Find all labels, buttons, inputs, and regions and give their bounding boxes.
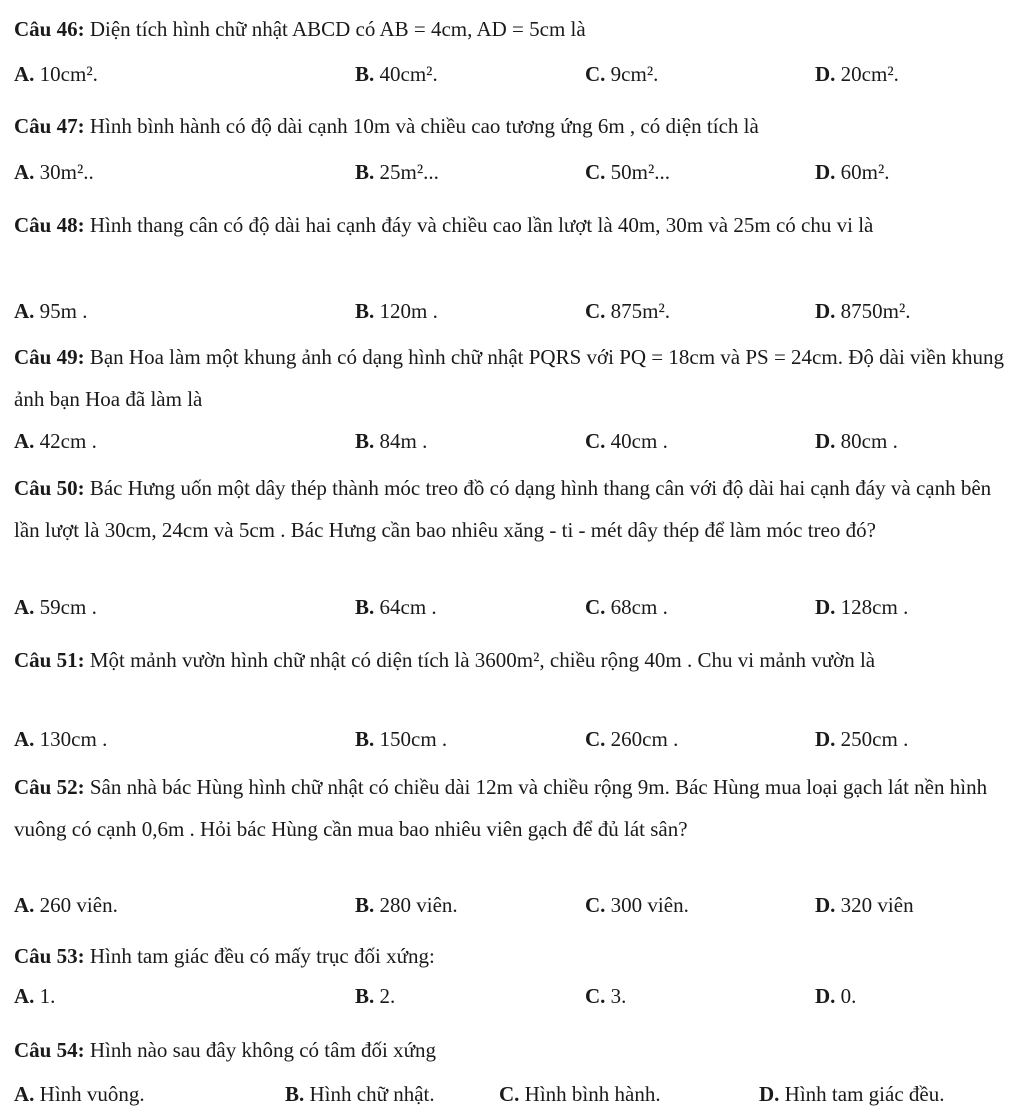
question-label: Câu 47: [14, 114, 85, 138]
option-letter: C. [585, 62, 606, 86]
option-text: 130cm . [34, 727, 108, 751]
question-label: Câu 46: [14, 17, 85, 41]
option-text: Hình vuông. [34, 1082, 145, 1106]
answer-options-50 [14, 595, 1010, 627]
option-text: 280 viên. [374, 893, 458, 917]
option-text: 68cm . [605, 595, 668, 619]
option-text: 64cm . [374, 595, 437, 619]
option-letter: C. [499, 1082, 520, 1106]
option-d[interactable] [759, 1082, 944, 1107]
option-c[interactable] [585, 727, 678, 752]
option-b[interactable] [355, 984, 395, 1009]
option-text: 2. [374, 984, 396, 1008]
option-d[interactable] [815, 160, 890, 185]
option-a[interactable] [14, 1082, 145, 1107]
answer-options-54 [14, 1082, 1010, 1114]
option-text: Hình tam giác đều. [779, 1082, 945, 1106]
option-letter: A. [14, 429, 35, 453]
question-label: Câu 54: [14, 1038, 85, 1062]
answer-options-46 [14, 62, 1010, 94]
option-c[interactable] [585, 62, 658, 87]
option-text: 250cm . [835, 727, 909, 751]
option-text: 300 viên. [605, 893, 689, 917]
option-text: 875m². [605, 299, 671, 323]
answer-options-49 [14, 429, 1010, 461]
option-letter: D. [815, 429, 836, 453]
answer-options-47 [14, 160, 1010, 192]
option-letter: B. [285, 1082, 305, 1106]
option-a[interactable] [14, 429, 97, 454]
option-letter: B. [355, 62, 375, 86]
option-text: 120m . [374, 299, 438, 323]
option-letter: D. [815, 893, 836, 917]
option-b[interactable] [285, 1082, 435, 1107]
option-d[interactable] [815, 727, 908, 752]
question-text: Diện tích hình chữ nhật ABCD có AB = 4cm, AD = 5cm là [84, 17, 586, 41]
option-a[interactable] [14, 893, 118, 918]
option-b[interactable] [355, 429, 427, 454]
option-text: 25m²... [374, 160, 439, 184]
answer-options-52 [14, 893, 1010, 925]
option-b[interactable] [355, 62, 438, 87]
option-letter: B. [355, 299, 375, 323]
option-c[interactable] [585, 893, 689, 918]
answer-options-51 [14, 727, 1010, 759]
option-letter: D. [815, 160, 836, 184]
option-b[interactable] [355, 160, 439, 185]
answer-options-48 [14, 299, 1010, 331]
option-text: 30m².. [34, 160, 94, 184]
option-letter: D. [815, 727, 836, 751]
option-text: Hình bình hành. [519, 1082, 661, 1106]
option-text: 8750m². [835, 299, 911, 323]
option-letter: B. [355, 429, 375, 453]
question-46 [14, 8, 1010, 50]
question-text: Bạn Hoa làm một khung ảnh có dạng hình chữ nhật PQRS với PQ = 18cm và PS = 24cm. Độ dài viền khung ảnh bạn Hoa đã làm là [14, 345, 1004, 411]
question-text: Một mảnh vườn hình chữ nhật có diện tích là 3600m², chiều rộng 40m . Chu vi mảnh vườn là [84, 648, 876, 672]
option-a[interactable] [14, 595, 97, 620]
option-b[interactable] [355, 595, 437, 620]
option-letter: B. [355, 893, 375, 917]
question-text: Hình nào sau đây không có tâm đối xứng [84, 1038, 437, 1062]
option-a[interactable] [14, 984, 55, 1009]
option-letter: B. [355, 160, 375, 184]
question-text: Hình thang cân có độ dài hai cạnh đáy và chiều cao lần lượt là 40m, 30m và 25m có chu vi là [84, 213, 874, 237]
question-text: Sân nhà bác Hùng hình chữ nhật có chiều dài 12m và chiều rộng 9m. Bác Hùng mua loại gạch lát nền hình vuông có cạnh 0,6m . Hỏi bác Hùng cần mua bao nhiêu viên gạch để đủ lát sân? [14, 775, 988, 841]
option-text: 320 viên [835, 893, 914, 917]
option-letter: C. [585, 299, 606, 323]
question-label: Câu 48: [14, 213, 85, 237]
option-letter: A. [14, 160, 35, 184]
question-label: Câu 49: [14, 345, 85, 369]
option-b[interactable] [355, 893, 458, 918]
option-letter: C. [585, 984, 606, 1008]
option-text: 40cm . [605, 429, 668, 453]
option-letter: A. [14, 1082, 35, 1106]
question-48 [14, 204, 1010, 246]
question-text: Hình tam giác đều có mấy trục đối xứng: [84, 944, 435, 968]
question-53 [14, 935, 1010, 977]
option-d[interactable] [815, 429, 898, 454]
question-label: Câu 50: [14, 476, 85, 500]
option-text: 84m . [374, 429, 428, 453]
option-letter: D. [815, 62, 836, 86]
option-text: 42cm . [34, 429, 97, 453]
question-text: Hình bình hành có độ dài cạnh 10m và chiều cao tương ứng 6m , có diện tích là [84, 114, 759, 138]
option-text: 10cm². [34, 62, 98, 86]
option-letter: B. [355, 595, 375, 619]
option-text: 260 viên. [34, 893, 118, 917]
option-a[interactable] [14, 727, 107, 752]
option-text: 150cm . [374, 727, 448, 751]
option-b[interactable] [355, 727, 447, 752]
option-text: 3. [605, 984, 627, 1008]
option-letter: A. [14, 893, 35, 917]
option-a[interactable] [14, 62, 98, 87]
option-d[interactable] [815, 299, 911, 324]
option-c[interactable] [585, 429, 668, 454]
option-c[interactable] [585, 984, 626, 1009]
option-text: 59cm . [34, 595, 97, 619]
option-letter: D. [815, 299, 836, 323]
option-text: 128cm . [835, 595, 909, 619]
option-text: 80cm . [835, 429, 898, 453]
option-text: 9cm². [605, 62, 659, 86]
option-letter: C. [585, 727, 606, 751]
option-c[interactable] [499, 1082, 661, 1107]
option-text: 0. [835, 984, 857, 1008]
option-text: 50m²... [605, 160, 671, 184]
option-d[interactable] [815, 984, 856, 1009]
question-51 [14, 639, 1010, 681]
question-54 [14, 1029, 1010, 1071]
question-47 [14, 105, 1010, 147]
option-letter: A. [14, 299, 35, 323]
option-d[interactable] [815, 595, 908, 620]
option-text: 1. [34, 984, 56, 1008]
option-d[interactable] [815, 893, 914, 918]
option-letter: C. [585, 595, 606, 619]
option-text: 95m . [34, 299, 88, 323]
option-text: 260cm . [605, 727, 679, 751]
option-c[interactable] [585, 299, 670, 324]
option-letter: C. [585, 429, 606, 453]
option-letter: A. [14, 984, 35, 1008]
question-label: Câu 52: [14, 775, 85, 799]
option-c[interactable] [585, 595, 668, 620]
question-label: Câu 51: [14, 648, 85, 672]
question-50 [14, 467, 1010, 551]
question-52 [14, 766, 1010, 850]
question-text: Bác Hưng uốn một dây thép thành móc treo đồ có dạng hình thang cân với độ dài hai cạnh đáy và cạnh bên lần lượt là 30cm, 24cm và 5cm . Bác Hưng cần bao nhiêu xăng - ti - mét dây thép để làm móc treo đó? [14, 476, 992, 542]
option-text: 60m². [835, 160, 890, 184]
option-letter: C. [585, 893, 606, 917]
option-letter: A. [14, 727, 35, 751]
option-text: 20cm². [835, 62, 899, 86]
option-letter: C. [585, 160, 606, 184]
question-label: Câu 53: [14, 944, 85, 968]
option-text: 40cm². [374, 62, 438, 86]
option-letter: D. [759, 1082, 780, 1106]
question-49 [14, 336, 1010, 420]
option-letter: D. [815, 595, 836, 619]
option-letter: A. [14, 62, 35, 86]
option-a[interactable] [14, 299, 88, 324]
option-letter: D. [815, 984, 836, 1008]
answer-options-53 [14, 984, 1010, 1016]
option-letter: A. [14, 595, 35, 619]
option-letter: B. [355, 727, 375, 751]
option-text: Hình chữ nhật. [304, 1082, 435, 1106]
option-b[interactable] [355, 299, 438, 324]
option-a[interactable] [14, 160, 94, 185]
option-d[interactable] [815, 62, 899, 87]
option-letter: B. [355, 984, 375, 1008]
option-c[interactable] [585, 160, 670, 185]
